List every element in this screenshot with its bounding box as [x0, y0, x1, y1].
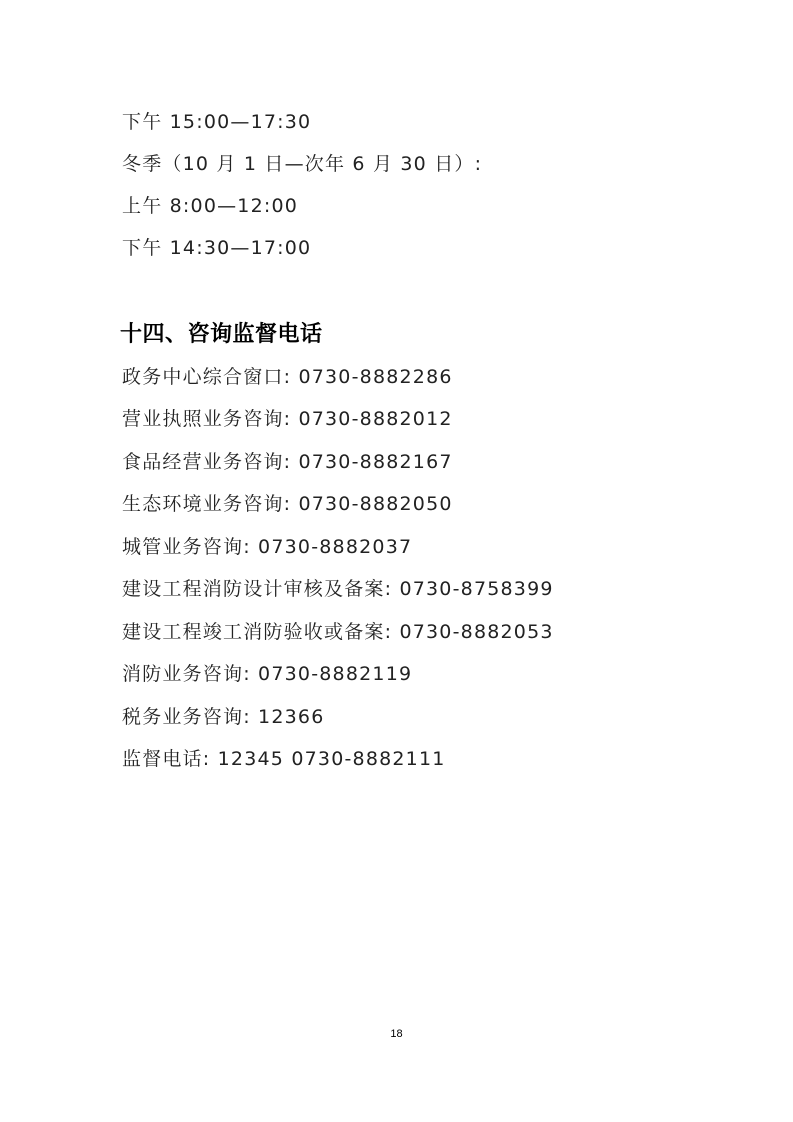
- contact-line: 营业执照业务咨询: 0730-8882012: [122, 408, 453, 430]
- contact-line: 建设工程消防设计审核及备案: 0730-8758399: [122, 578, 554, 600]
- contact-line: 城管业务咨询: 0730-8882037: [122, 536, 413, 558]
- hours-line-afternoon-winter: 下午 14:30—17:00: [122, 237, 312, 259]
- contact-line: 生态环境业务咨询: 0730-8882050: [122, 493, 453, 515]
- page-number: 18: [390, 1028, 403, 1040]
- contact-line: 建设工程竣工消防验收或备案: 0730-8882053: [122, 621, 554, 643]
- contact-line: 税务业务咨询: 12366: [122, 706, 325, 728]
- contact-line: 食品经营业务咨询: 0730-8882167: [122, 451, 453, 473]
- contact-line: 监督电话: 12345 0730-8882111: [122, 748, 446, 770]
- hours-line-morning-winter: 上午 8:00—12:00: [122, 195, 299, 217]
- contact-line: 消防业务咨询: 0730-8882119: [122, 663, 413, 685]
- hours-line-winter-period: 冬季（10 月 1 日—次年 6 月 30 日）:: [122, 153, 483, 175]
- hours-line-afternoon-summer: 下午 15:00—17:30: [122, 111, 312, 133]
- section-heading: 十四、咨询监督电话: [120, 322, 323, 347]
- contact-line: 政务中心综合窗口: 0730-8882286: [122, 366, 453, 388]
